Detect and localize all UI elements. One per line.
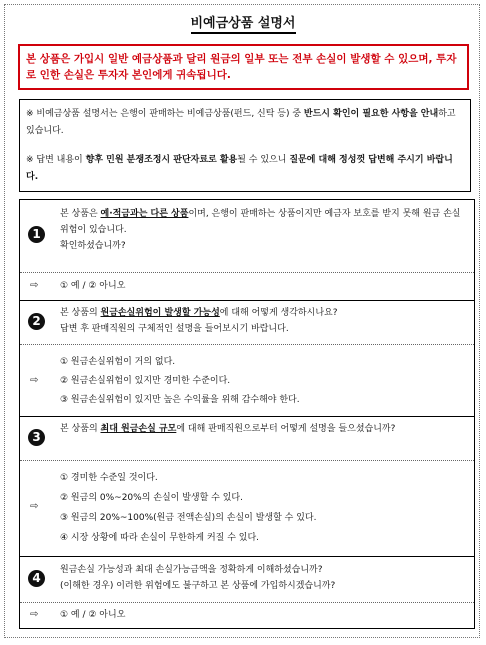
question-number-badge: 3 — [28, 429, 45, 446]
answer-option[interactable]: ③ 원금의 20%~100%(원금 전액손실)의 손실이 발생할 수 있다. — [60, 513, 317, 523]
question-2-text: 본 상품의 원금손실위험이 발생할 가능성에 대해 어떻게 생각하시나요? 답변 후 판매직원의 구체적인 설명을 들어보시기 바랍니다. — [60, 308, 338, 334]
arrow-right-icon: ⇨ — [30, 280, 39, 291]
answer-1[interactable] — [20, 272, 474, 300]
notice-line-1: ※ 비예금상품 설명서는 은행이 판매하는 비예금상품(펀드, 신탁 등) 중 반드시 확인이 필요한 사항을 안내하고 있습니다. — [26, 109, 456, 136]
answer-4[interactable] — [20, 602, 474, 628]
document-page — [4, 4, 480, 638]
question-1-text: 본 상품은 예·적금과는 다른 상품이며, 은행이 판매하는 상품이지만 예금자 보호를 받지 못해 원금 손실 위험이 있습니다. 확인하셨습니까? — [60, 209, 461, 251]
question-2 — [20, 300, 474, 344]
answer-option[interactable]: ② 원금의 0%~20%의 손실이 발생할 수 있다. — [60, 493, 243, 503]
question-number-badge: 1 — [28, 226, 45, 243]
answer-option[interactable]: ② 원금손실위험이 있지만 경미한 수준이다. — [60, 376, 231, 386]
question-number-badge: 4 — [28, 570, 45, 587]
answer-3[interactable] — [20, 460, 474, 556]
answer-1-options[interactable] — [60, 278, 125, 294]
answer-2[interactable] — [20, 344, 474, 416]
question-1 — [20, 200, 474, 272]
arrow-right-icon: ⇨ — [30, 609, 39, 620]
answer-option[interactable]: ① 경미한 수준일 것이다. — [60, 473, 158, 483]
answer-option[interactable]: ① 원금손실위험이 거의 없다. — [60, 357, 176, 367]
arrow-right-icon: ⇨ — [30, 501, 39, 512]
answer-2-options[interactable] — [60, 353, 300, 410]
questionnaire — [19, 199, 475, 629]
question-number-badge: 2 — [28, 313, 45, 330]
answer-3-options[interactable] — [60, 468, 316, 548]
question-3-text: 본 상품의 최대 원금손실 규모에 대해 판매직원으로부터 어떻게 설명을 들으셨습니까? — [60, 424, 396, 434]
document-title: 비예금상품 설명서 — [5, 12, 481, 31]
question-4 — [20, 556, 474, 602]
notice-line-2: ※ 답변 내용이 향후 민원 분쟁조정시 판단자료로 활용될 수 있으니 질문에 대해 정성껏 답변해 주시기 바랍니다. — [26, 155, 453, 182]
risk-warning-box: 본 상품은 가입시 일반 예금상품과 달리 원금의 일부 또는 전부 손실이 발생할 수 있으며, 투자로 인한 손실은 투자자 본인에게 귀속됩니다. — [18, 44, 469, 90]
answer-option[interactable]: ① 예 / ② 아니오 — [60, 610, 126, 620]
notice-box — [19, 99, 471, 192]
arrow-right-icon: ⇨ — [30, 375, 39, 386]
answer-option[interactable]: ① 예 / ② 아니오 — [60, 281, 126, 291]
question-4-text: 원금손실 가능성과 최대 손실가능금액을 정확하게 이해하셨습니까? (이해한 경우) 이러한 위험에도 불구하고 본 상품에 가입하시겠습니까? — [60, 565, 336, 591]
answer-option[interactable]: ④ 시장 상황에 따라 손실이 무한하게 커질 수 있다. — [60, 533, 260, 543]
answer-option[interactable]: ③ 원금손실위험이 있지만 높은 수익률을 위해 감수해야 한다. — [60, 395, 300, 405]
question-3 — [20, 416, 474, 460]
answer-4-options[interactable] — [60, 607, 125, 623]
